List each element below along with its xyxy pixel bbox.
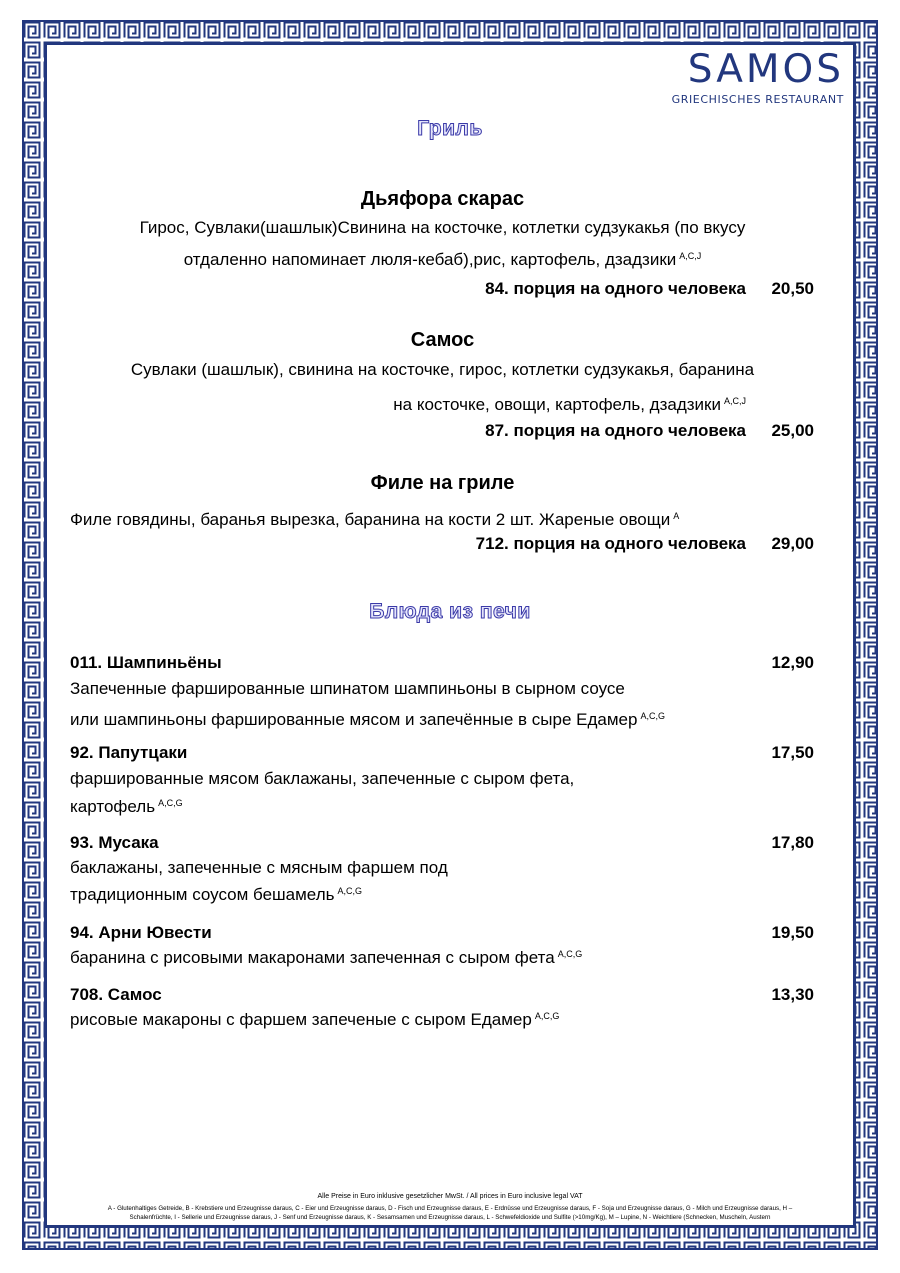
dish-description: Гирос, Сувлаки(шашлык)Свинина на косточке, котлетки судзукакья (по вкусу (139, 218, 746, 237)
logo-subtitle: GRIECHISCHES RESTAURANT (671, 93, 844, 106)
allergen-codes: A,C,G (640, 711, 665, 721)
item-description: или шампиньоны фаршированные мясом и запечённые в сыре Едамер $^{A,C,G}$ (70, 710, 665, 729)
dish-description: Филе говядины, баранья вырезка, баранина на кости 2 шт. Жареные овощи $^A$ (70, 510, 680, 529)
allergen-codes: A,C,G (337, 886, 362, 896)
footer-allergen-legend: Schalenfrüchte, I - Sellerie und Erzeugnisse daraus, J - Senf und Erzeugnisse daraus, K - Sesamsamen und Erzeugnisse daraus, L - Schwefeldioxide und Sulfite (>10mg/Kg), M – Lupine, N - Weichtiere (Schnecken, Muscheln, Austern (129, 1214, 771, 1221)
item-description: баранина с рисовыми макаронами запеченная с сыром фета $^{A,C,G}$ (70, 948, 583, 967)
price: 17,50 (771, 743, 814, 762)
dish-title: Самос (410, 329, 475, 351)
allergen-codes: A,C,G (534, 1011, 560, 1021)
portion-label: 712. порция на одного человека (475, 534, 746, 553)
allergen-codes: A,C,G (158, 798, 183, 808)
menu-item-title: 011. Шампиньёны (70, 653, 222, 672)
allergen-codes: A,C,G (557, 949, 583, 959)
item-description: картофель $^{A,C,G}$ (70, 797, 183, 816)
section-title-oven: Блюда из печи (369, 600, 531, 623)
allergen-codes: A (673, 511, 680, 521)
restaurant-logo (671, 47, 844, 106)
portion-label: 84. порция на одного человека (485, 279, 746, 298)
menu-item-title: 708. Самос (70, 985, 162, 1004)
price: 19,50 (771, 923, 814, 942)
dish-description: на косточке, овощи, картофель, дзадзики $^{A,C,J}$ (393, 395, 746, 414)
dish-title: Дьяфора скарас (360, 188, 525, 210)
menu-item-title: 94. Арни Ювести (70, 923, 212, 942)
item-description: рисовые макароны с фаршем запеченые с сыром Едамер $^{A,C,G}$ (70, 1010, 560, 1029)
logo-name: SAMOS (687, 47, 844, 92)
footer-vat-note: Alle Preise in Euro inklusive gesetzlicher MwSt. / All prices in Euro inclusive legal VAT (317, 1193, 583, 1200)
item-description: баклажаны, запеченные с мясным фаршем под (70, 858, 448, 877)
item-description: Запеченные фаршированные шпинатом шампиньоны в сырном соусе (70, 679, 625, 698)
item-description: традиционным соусом бешамель $^{A,C,G}$ (70, 885, 362, 904)
allergen-codes: A,C,J (723, 396, 746, 406)
menu-item-title: 92. Папутцаки (70, 743, 188, 762)
price: 17,80 (771, 833, 814, 852)
price: 12,90 (771, 653, 814, 672)
portion-label: 87. порция на одного человека (485, 421, 746, 440)
section-title-grill: Гриль (417, 117, 483, 140)
price: 13,30 (771, 985, 814, 1004)
menu-item-title: 93. Мусака (70, 833, 159, 852)
dish-description: отдаленно напоминает люля-кебаб),рис, картофель, дзадзики $^{A,C,J}$ (183, 250, 702, 269)
price: 20,50 (771, 279, 814, 298)
item-description: фаршированные мясом баклажаны, запеченные с сыром фета, (70, 769, 575, 788)
footer-allergen-legend: A - Glutenhaltiges Getreide, B - Krebstiere und Erzeugnisse daraus, C - Eier und Erzeugnisse daraus, D - Fisch und Erzeugnisse daraus, E - Erdnüsse und Erzeugnisse daraus, F - Soja und Erzeugnisse daraus, G - Milch und Erzeugnisse daraus, H – (107, 1205, 793, 1212)
dish-description: Сувлаки (шашлык), свинина на косточке, гирос, котлетки судзукакья, баранина (130, 360, 755, 379)
allergen-codes: A,C,J (679, 251, 702, 261)
dish-title: Филе на гриле (370, 472, 515, 494)
price: 29,00 (771, 534, 814, 553)
price: 25,00 (771, 421, 814, 440)
